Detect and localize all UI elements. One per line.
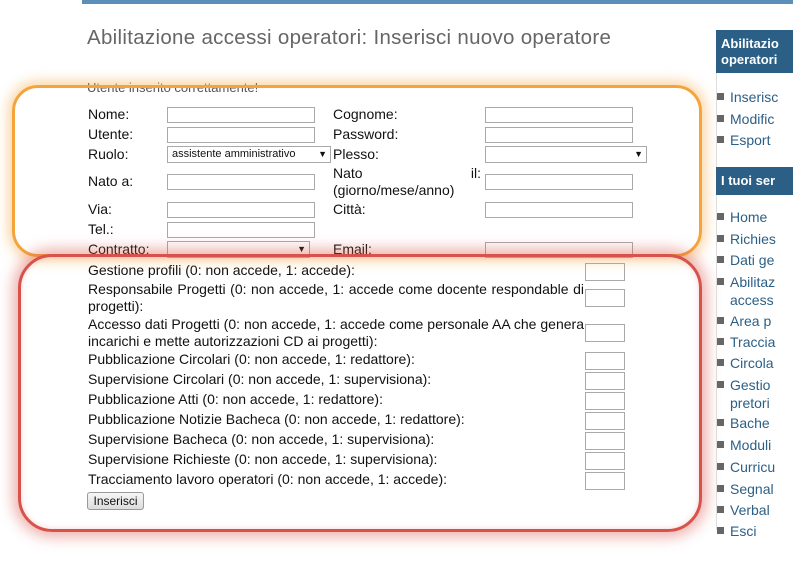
sidebar-item-richieste[interactable]: Richies xyxy=(730,231,776,247)
sidebar-item-dati[interactable]: Dati ge xyxy=(730,252,775,268)
sidebar-item-label: pretori xyxy=(730,395,770,411)
nato-a-input[interactable] xyxy=(167,174,315,190)
sidebar-section-title-line: operatori xyxy=(721,52,778,67)
sidebar-item-gestione[interactable] xyxy=(730,376,770,412)
permission-label: Gestione profili (0: non accede, 1: accede): xyxy=(88,262,355,278)
via-label: Via: xyxy=(88,201,112,217)
email-input[interactable] xyxy=(485,242,633,258)
nato-a-label: Nato a: xyxy=(88,173,134,189)
permission-label: Pubblicazione Circolari (0: non accede, 1: redattore): xyxy=(88,351,415,367)
sidebar-item-label: Abilitaz xyxy=(730,274,776,290)
sidebar-item-modifica[interactable]: Modific xyxy=(730,111,775,127)
email-label: Email: xyxy=(333,241,372,257)
sidebar-item-tracciamento[interactable]: Traccia xyxy=(730,334,776,350)
nato-il-format-label: (giorno/mese/anno) xyxy=(333,182,455,198)
sidebar-item-moduli[interactable]: Moduli xyxy=(730,437,772,453)
permission-label: Supervisione Circolari (0: non accede, 1: supervisiona): xyxy=(88,371,432,387)
sidebar-item-label: Gestio xyxy=(730,377,771,393)
sidebar-item-esci[interactable]: Esci xyxy=(730,523,757,539)
sidebar-item-home[interactable]: Home xyxy=(730,209,768,225)
nome-label: Nome: xyxy=(88,106,130,122)
sidebar-section-title-line: I tuoi ser xyxy=(721,173,776,188)
sidebar-item-circolari[interactable]: Circola xyxy=(730,355,774,371)
ruolo-selected-value: assistente amministrativo xyxy=(172,148,296,160)
plesso-label: Plesso: xyxy=(333,146,379,162)
permission-label: Responsabile Progetti (0: non accede, 1: accede come docente respondable di progetti): xyxy=(88,281,584,314)
page-title: Abilitazione accessi operatori: Inserisci nuovo operatore xyxy=(87,26,612,49)
ruolo-select[interactable] xyxy=(167,146,331,163)
contratto-label: Contratto: xyxy=(88,241,150,257)
nato-il-label: Nato il: xyxy=(333,165,481,181)
chevron-down-icon: ▼ xyxy=(634,149,643,159)
permission-input-supervisione-bacheca[interactable] xyxy=(585,432,625,450)
citta-input[interactable] xyxy=(485,202,633,218)
sidebar xyxy=(716,30,793,539)
permission-label: Accesso dati Progetti (0: non accede, 1: accede come personale AA che genera incarichi e mette autorizzazioni CD ai progetti): xyxy=(88,316,584,349)
sidebar-item-curriculum[interactable]: Curricu xyxy=(730,459,776,475)
permission-input-tracciamento-lavoro[interactable] xyxy=(585,472,625,490)
permission-input-pubblicazione-circolari[interactable] xyxy=(585,352,625,370)
sidebar-item-label: access xyxy=(730,292,774,308)
sidebar-item-area[interactable]: Area p xyxy=(730,313,772,329)
sidebar-item-inserisci[interactable]: Inserisc xyxy=(730,89,779,105)
permission-input-pubblicazione-atti[interactable] xyxy=(585,392,625,410)
permission-input-supervisione-circolari[interactable] xyxy=(585,372,625,390)
utente-label: Utente: xyxy=(88,126,134,142)
permission-label: Tracciamento lavoro operatori (0: non accede, 1: accede): xyxy=(88,471,448,487)
permission-input-supervisione-richieste[interactable] xyxy=(585,452,625,470)
inserisci-button[interactable]: Inserisci xyxy=(87,492,144,510)
sidebar-item-bacheca[interactable]: Bache xyxy=(730,415,770,431)
password-input[interactable] xyxy=(485,127,633,143)
plesso-select[interactable] xyxy=(485,146,647,163)
chevron-down-icon: ▼ xyxy=(297,244,306,254)
sidebar-section-title-line: Abilitazio xyxy=(721,36,779,51)
top-accent-bar xyxy=(82,0,793,4)
success-message: Utente inserito correttamente! xyxy=(87,80,259,95)
tel-input[interactable] xyxy=(167,222,315,238)
cognome-input[interactable] xyxy=(485,107,633,123)
utente-input[interactable] xyxy=(167,127,315,143)
ruolo-label: Ruolo: xyxy=(88,146,129,162)
chevron-down-icon: ▼ xyxy=(318,149,327,159)
permission-label: Supervisione Richieste (0: non accede, 1: supervisiona): xyxy=(88,451,438,467)
contratto-select[interactable] xyxy=(167,241,310,258)
via-input[interactable] xyxy=(167,202,315,218)
permission-label: Pubblicazione Notizie Bacheca (0: non accede, 1: redattore): xyxy=(88,411,465,427)
sidebar-item-verbali[interactable]: Verbal xyxy=(730,502,770,518)
permission-label: Pubblicazione Atti (0: non accede, 1: redattore): xyxy=(88,391,383,407)
tel-label: Tel.: xyxy=(88,221,114,237)
sidebar-item-abilitazione[interactable] xyxy=(730,273,775,309)
password-label: Password: xyxy=(333,126,399,142)
sidebar-section-title xyxy=(716,30,793,73)
sidebar-item-segnalazioni[interactable]: Segnal xyxy=(730,481,774,497)
permission-label: Supervisione Bacheca (0: non accede, 1: supervisiona): xyxy=(88,431,435,447)
cognome-label: Cognome: xyxy=(333,106,398,122)
citta-label: Città: xyxy=(333,201,366,217)
sidebar-section-title xyxy=(716,167,793,195)
permission-input-pubblicazione-bacheca[interactable] xyxy=(585,412,625,430)
permission-input-accesso-dati-progetti[interactable] xyxy=(585,324,625,342)
nome-input[interactable] xyxy=(167,107,315,123)
sidebar-item-esporta[interactable]: Esport xyxy=(730,132,771,148)
permission-input-responsabile-progetti[interactable] xyxy=(585,289,625,307)
nato-il-input[interactable] xyxy=(485,174,633,190)
permission-input-gestione-profili[interactable] xyxy=(585,263,625,281)
